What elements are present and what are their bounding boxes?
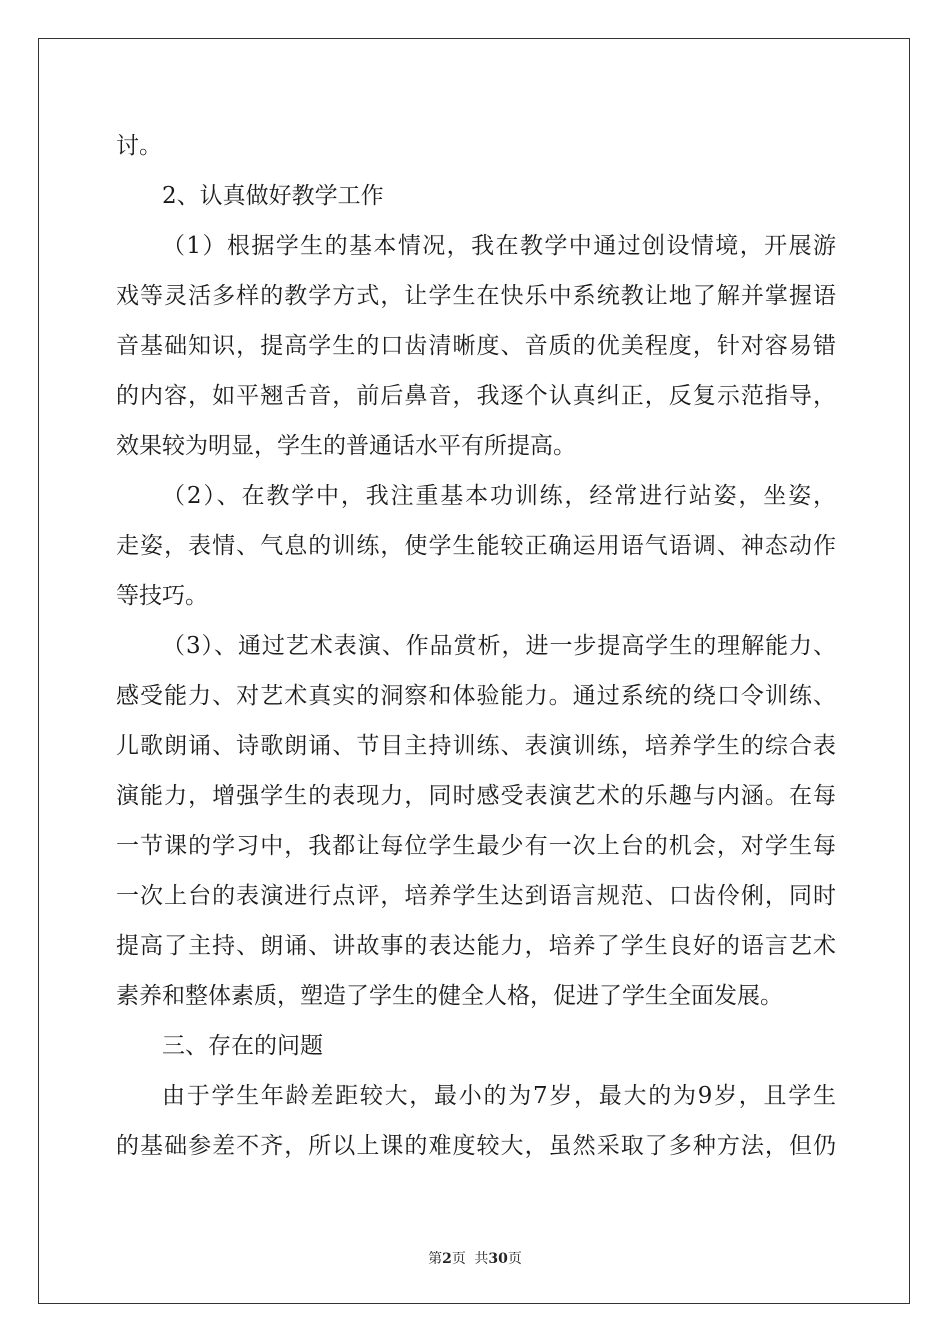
text-line: 讨。 bbox=[116, 133, 162, 159]
text-line: 戏等灵活多样的教学方式，让学生在快乐中系统教让地了解并掌握语 bbox=[116, 283, 836, 309]
text-line: 由于学生年龄差距较大，最小的为7岁，最大的为9岁，且学生 bbox=[162, 1083, 836, 1109]
text-line: 的内容，如平翘舌音，前后鼻音，我逐个认真纠正，反复示范指导， bbox=[116, 383, 836, 409]
page-footer bbox=[0, 1248, 950, 1268]
page-suffix: 页 bbox=[451, 1251, 466, 1267]
text-line: （2）、在教学中，我注重基本功训练，经常进行站姿，坐姿， bbox=[162, 483, 836, 509]
page-prefix: 第 bbox=[428, 1251, 443, 1267]
section-heading: 三、存在的问题 bbox=[162, 1033, 323, 1059]
text-line: 的基础参差不齐，所以上课的难度较大，虽然采取了多种方法，但仍 bbox=[116, 1133, 836, 1159]
text-line: 一次上台的表演进行点评，培养学生达到语言规范、口齿伶俐，同时 bbox=[116, 883, 836, 909]
text-line: 音基础知识，提高学生的口齿清晰度、音质的优美程度，针对容易错 bbox=[116, 333, 836, 359]
text-line: 素养和整体素质，塑造了学生的健全人格，促进了学生全面发展。 bbox=[116, 983, 783, 1009]
text-line: 儿歌朗诵、诗歌朗诵、节目主持训练、表演训练，培养学生的综合表 bbox=[116, 733, 836, 759]
text-line: 提高了主持、朗诵、讲故事的表达能力，培养了学生良好的语言艺术 bbox=[116, 933, 836, 959]
text-line: 一节课的学习中，我都让每位学生最少有一次上台的机会，对学生每 bbox=[116, 833, 836, 859]
total-prefix: 共 bbox=[474, 1251, 489, 1267]
text-line: 演能力，增强学生的表现力，同时感受表演艺术的乐趣与内涵。在每 bbox=[116, 783, 836, 809]
page-number: 2 bbox=[442, 1251, 452, 1267]
text-line: （3）、通过艺术表演、作品赏析，进一步提高学生的理解能力、 bbox=[162, 633, 836, 659]
text-line: 效果较为明显，学生的普通话水平有所提高。 bbox=[116, 433, 576, 459]
text-line: 走姿，表情、气息的训练，使学生能较正确运用语气语调、神态动作 bbox=[116, 533, 836, 559]
text-line: （1）根据学生的基本情况，我在教学中通过创设情境，开展游 bbox=[162, 233, 836, 259]
total-pages: 30 bbox=[488, 1251, 508, 1267]
text-line: 等技巧。 bbox=[116, 583, 208, 609]
section-heading: 2、认真做好教学工作 bbox=[162, 183, 384, 209]
total-suffix: 页 bbox=[507, 1251, 522, 1267]
text-line: 感受能力、对艺术真实的洞察和体验能力。通过系统的绕口令训练、 bbox=[116, 683, 836, 709]
